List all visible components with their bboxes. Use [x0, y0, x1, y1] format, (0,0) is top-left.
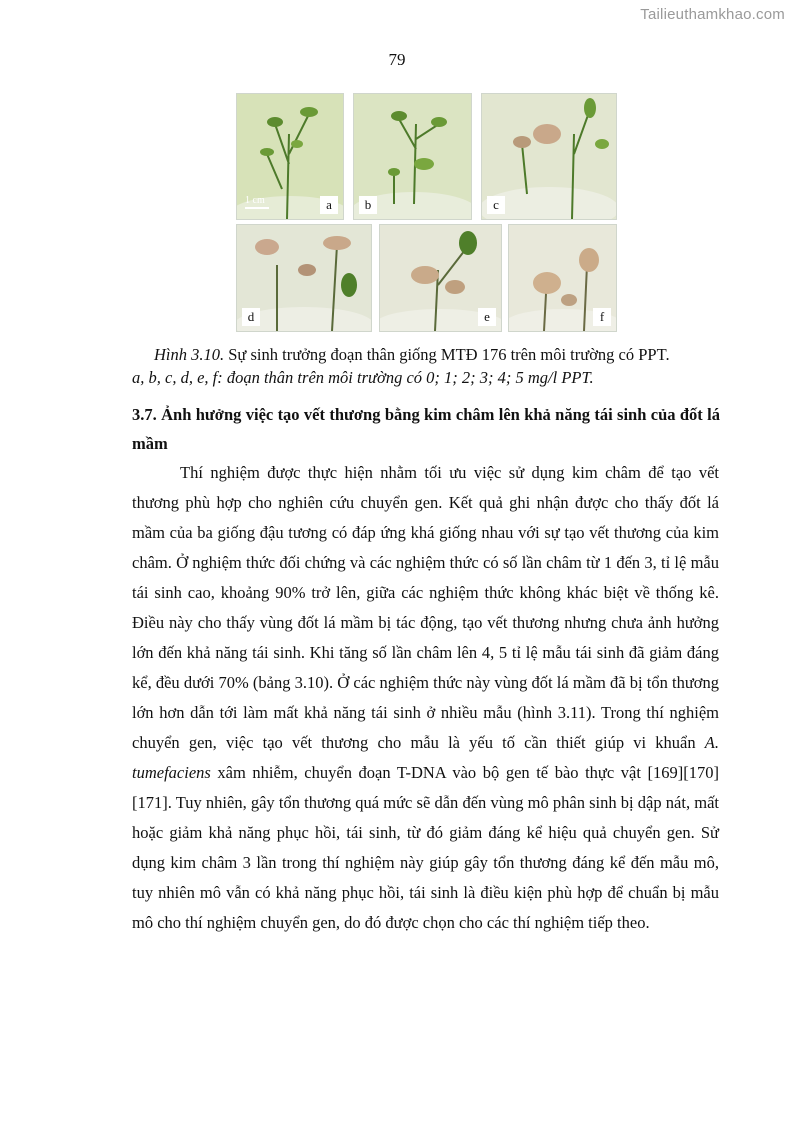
panel-label: e — [478, 308, 496, 326]
figure-caption — [154, 342, 774, 368]
caption-text: Sự sinh trưởng đoạn thân giống MTĐ 176 trên môi trường có PPT. — [224, 345, 670, 364]
paragraph-text: xâm nhiễm, chuyển đoạn T-DNA vào bộ gen tế bào thực vật [169][170][171]. Tuy nhiên, gây tổn thương quá mức sẽ dẫn đến vùng mô phân sinh bị dập nát, mất hoặc giảm khả năng phục hồi, tái sinh, từ đó giảm đáng kể hiệu quả chuyển gen. Sử dụng kim châm 3 lần trong thí nghiệm này giúp gây tổn thương đáng kể đến mẫu mô, tuy nhiên mô vẫn có khả năng phục hồi, tái sinh là điều kiện phù hợp để chuẩn bị mẫu mô cho thí nghiệm chuyển gen, do đó được chọn cho các thí nghiệm tiếp theo. — [132, 763, 719, 932]
species-name: A. tumefaciens — [132, 733, 719, 782]
panel-label: c — [487, 196, 505, 214]
figure-panel-f — [508, 224, 617, 332]
scale-bar-label: 1 cm — [245, 195, 265, 206]
figure-panel-d — [236, 224, 372, 332]
panel-label: f — [593, 308, 611, 326]
figure-panel-a — [236, 93, 344, 220]
caption-label: Hình 3.10. — [154, 345, 225, 364]
panel-label: b — [359, 196, 377, 214]
section-heading: 3.7. Ảnh hưởng việc tạo vết thương bằng kim châm lên khả năng tái sinh của đốt lá mầm — [132, 405, 720, 453]
figure-panel-e — [379, 224, 502, 332]
panel-label: a — [320, 196, 338, 214]
figure-panel-c — [481, 93, 617, 220]
scale-bar — [245, 195, 269, 209]
watermark: Tailieuthamkhao.com — [640, 6, 785, 23]
page-number: 79 — [388, 50, 406, 69]
body-paragraph — [132, 458, 719, 938]
caption-subtitle: a, b, c, d, e, f: đoạn thân trên môi trường có 0; 1; 2; 3; 4; 5 mg/l PPT. — [132, 368, 594, 387]
figure-panel-b — [353, 93, 472, 220]
panel-label: d — [242, 308, 260, 326]
paragraph-text: Thí nghiệm được thực hiện nhằm tối ưu việc sử dụng kim châm để tạo vết thương phù hợp cho nghiên cứu chuyển gen. Kết quả ghi nhận được cho thấy đốt lá mầm của ba giống đậu tương có đáp ứng khá giống nhau với sự tạo vết thương của kim châm. Ở nghiệm thức đối chứng và các nghiệm thức có số lần châm từ 1 đến 3, tỉ lệ mẫu tái sinh cao, khoảng 90% trở lên, giữa các nghiệm thức không khác biệt về thống kê. Điều này cho thấy vùng đốt lá mầm bị tác động, tạo vết thương nhưng chưa ảnh hưởng lớn đến khả năng tái sinh. Khi tăng số lần châm lên 4, 5 tỉ lệ mẫu tái sinh đã giảm đáng kể, đều dưới 70% (bảng 3.10). Ở các nghiệm thức này vùng đốt lá mầm đã bị tổn thương lớn hơn dẫn tới làm mất khả năng tái sinh ở nhiều mẫu (hình 3.11). Trong thí nghiệm chuyển gen, việc tạo vết thương cho mẫu là yếu tố cần thiết giúp vi khuẩn — [132, 463, 719, 752]
